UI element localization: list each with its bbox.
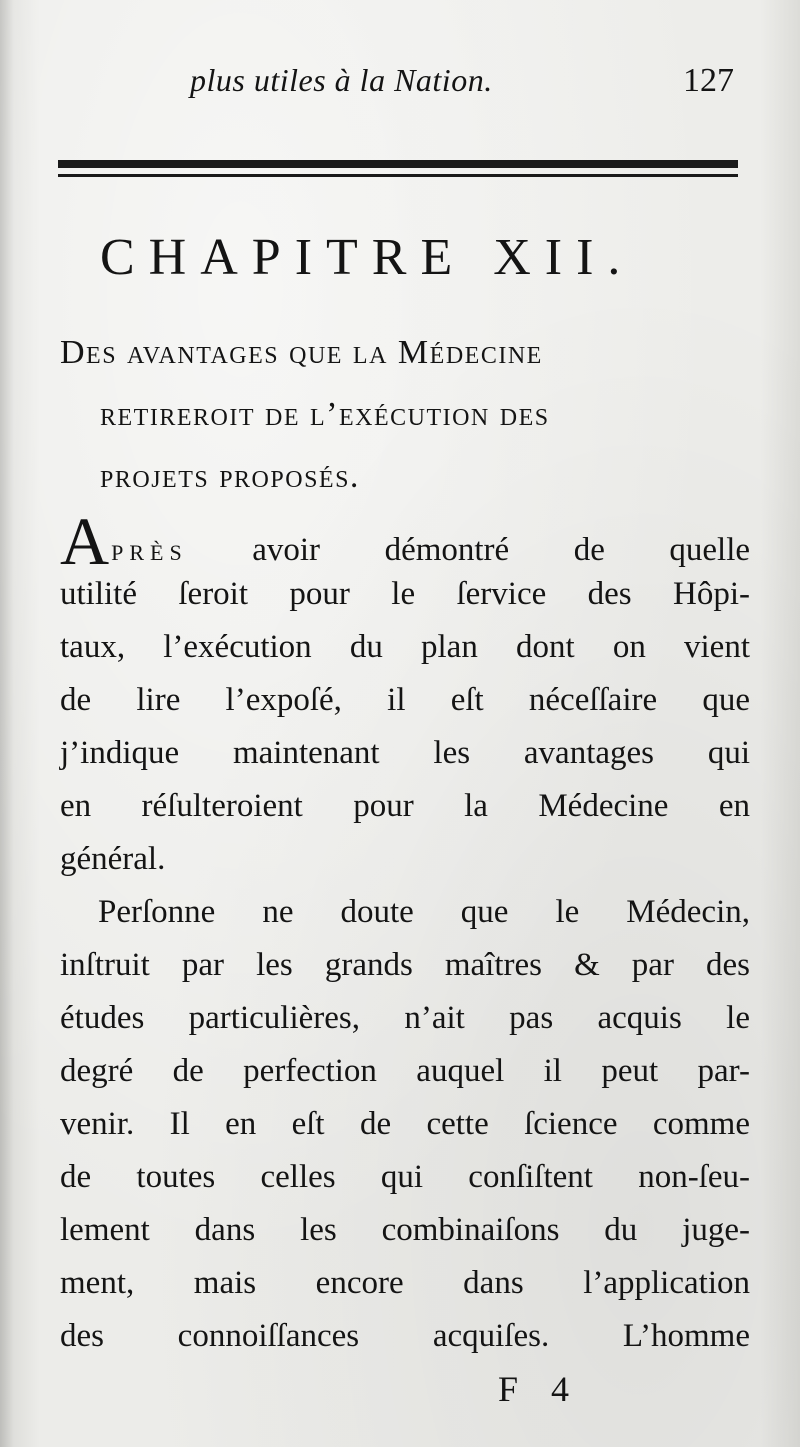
body-line: venir. Il en eſt de cette ſcience comme	[60, 1106, 750, 1142]
body-line: lement dans les combinaiſons du juge-	[60, 1212, 750, 1248]
body-line: ment, mais encore dans l’application	[60, 1265, 750, 1301]
subtitle-line: Des avantages que la Médecine	[60, 334, 543, 371]
running-head: plus utiles à la Nation.	[190, 62, 493, 98]
subtitle-line: retireroit de l’exécution des	[100, 396, 550, 433]
body-line: de toutes celles qui conſiſtent non-ſeu-	[60, 1159, 750, 1195]
body-line: inſtruit par les grands maîtres & par des	[60, 947, 750, 983]
body-line-first	[60, 503, 751, 579]
header-rule-thin	[58, 174, 738, 177]
header-rule-thick	[58, 160, 738, 168]
body-line: utilité ſeroit pour le ſervice des Hôpi-	[60, 576, 750, 612]
body-line: en réſulteroient pour la Médecine en	[60, 788, 750, 824]
page-number: 127	[683, 62, 734, 99]
body-line-first-rest: avoir démontré de quelle	[252, 532, 751, 568]
drop-cap-continuation: PRÈS	[111, 540, 188, 565]
body-text	[60, 503, 751, 1363]
subtitle-line: projets proposés.	[100, 458, 360, 495]
body-line: études particulières, n’ait pas acquis le	[60, 1000, 750, 1036]
body-line: Perſonne ne doute que le Médecin,	[98, 894, 750, 930]
drop-cap: A	[60, 503, 112, 579]
signature-mark: F 4	[498, 1369, 582, 1409]
body-line: de lire l’expoſé, il eſt néceſſaire que	[60, 682, 750, 718]
page-header	[190, 62, 750, 112]
body-line: taux, l’exécution du plan dont on vient	[60, 629, 750, 665]
page-edge-shadow	[0, 0, 14, 1447]
body-line: des connoiſſances acquiſes. L’homme	[60, 1318, 750, 1354]
body-line: degré de perfection auquel il peut par-	[60, 1053, 750, 1089]
body-line: général.	[60, 841, 166, 877]
chapter-title: CHAPITRE XII.	[100, 229, 635, 286]
body-line: j’indique maintenant les avantages qui	[60, 735, 750, 771]
chapter-subtitle	[60, 322, 750, 508]
